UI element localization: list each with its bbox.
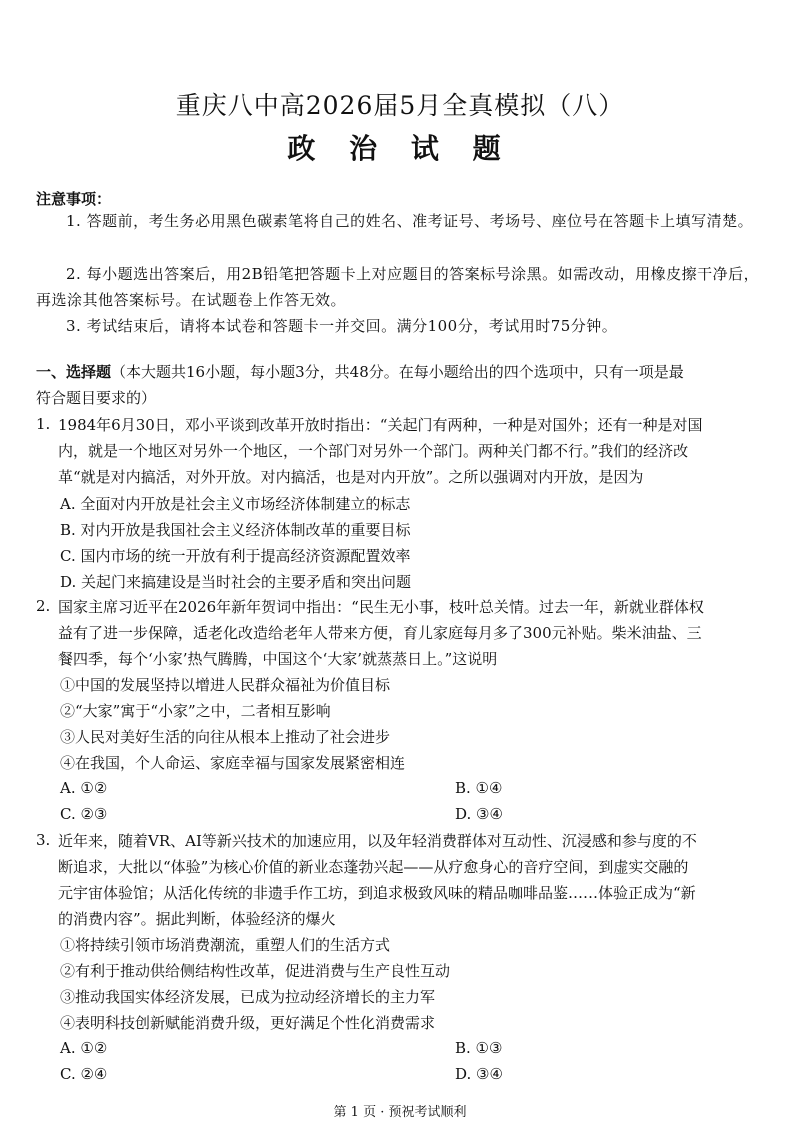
option-b: B. ①④ xyxy=(455,779,503,797)
statement: ①将持续引领市场消费潮流，重塑人们的生活方式 xyxy=(60,936,391,954)
question-text-line: 1984年6月30日，邓小平谈到改革开放时指出：“关起门有两种，一种是对国外；还有一种是对国 xyxy=(58,416,703,434)
question-text-line: 元宇宙体验馆；从活化传统的非遗手作工坊，到追求极致风味的精品咖啡品鉴……体验正成为“新 xyxy=(58,884,696,902)
option-a: A. ①② xyxy=(60,779,108,797)
section-description-cont: 符合题目要求的） xyxy=(36,389,157,407)
question-text-line: 的消费内容”。据此判断，体验经济的爆火 xyxy=(58,910,336,928)
exam-title: 重庆八中高2026届5月全真模拟（八） xyxy=(175,91,625,120)
notice-item-3: 3. 考试结束后，请将本试卷和答题卡一并交回。满分100分，考试用时75分钟。 xyxy=(66,317,618,335)
statement: ②“大家”寓于“小家”之中，二者相互影响 xyxy=(60,702,331,720)
section-heading-line xyxy=(36,362,684,382)
question-text-line: 国家主席习近平在2026年新年贺词中指出：“民生无小事，枝叶总关情。过去一年，新就业群体权 xyxy=(58,598,704,616)
option-c: C. 国内市场的统一开放有利于提高经济资源配置效率 xyxy=(60,547,411,565)
statement: ④表明科技创新赋能消费升级，更好满足个性化消费需求 xyxy=(60,1014,436,1032)
option-b: B. ①③ xyxy=(455,1039,503,1057)
notice-heading: 注意事项： xyxy=(36,190,112,208)
option-a: A. 全面对内开放是社会主义市场经济体制建立的标志 xyxy=(60,495,411,513)
question-text-line: 益有了进一步保障，适老化改造给老年人带来方便，育儿家庭每月多了300元补贴。柴米油盐、三 xyxy=(58,624,702,642)
option-d: D. ③④ xyxy=(455,1065,503,1083)
exam-subtitle: 政 治 试 题 xyxy=(287,132,513,165)
question-text-line: 餐四季，每个‘小家’热气腾腾，中国这个‘大家’就蒸蒸日上。”这说明 xyxy=(58,650,498,668)
statement: ②有利于推动供给侧结构性改革，促进消费与生产良性互动 xyxy=(60,962,451,980)
statement: ③人民对美好生活的向往从根本上推动了社会进步 xyxy=(60,728,391,746)
notice-item-1: 1. 答题前，考生务必用黑色碳素笔将自己的姓名、准考证号、考场号、座位号在答题卡上填写清楚。 xyxy=(66,212,754,230)
option-a: A. ①② xyxy=(60,1039,108,1057)
question-number: 2. xyxy=(36,597,51,615)
question-number: 1. xyxy=(36,415,51,433)
question-text-line: 近年来，随着VR、AI等新兴技术的加速应用，以及年轻消费群体对互动性、沉浸感和参与度的不 xyxy=(58,832,697,850)
question-number: 3. xyxy=(36,831,51,849)
statement: ④在我国，个人命运、家庭幸福与国家发展紧密相连 xyxy=(60,754,406,772)
statement: ①中国的发展坚持以增进人民群众福祉为价值目标 xyxy=(60,676,391,694)
section-heading: 一、选择题 xyxy=(36,363,112,381)
notice-item-2: 2. 每小题选出答案后，用2B铅笔把答题卡上对应题目的答案标号涂黑。如需改动，用橡皮擦干净后，再选涂其他答案标号。在试题卷上作答无效。 xyxy=(36,265,760,309)
question-text-line: 断追求，大批以“体验”为核心价值的新业态蓬勃兴起——从疗愈身心的音疗空间，到虚实交融的 xyxy=(58,858,689,876)
option-c: C. ②③ xyxy=(60,805,108,823)
option-d: D. 关起门来搞建设是当时社会的主要矛盾和突出问题 xyxy=(60,573,412,591)
page-footer: 第 1 页 · 预祝考试顺利 xyxy=(333,1105,467,1120)
question-text-line: 内，就是一个地区对另外一个地区，一个部门对另外一个部门。两种关门都不行。”我们的经济改 xyxy=(58,442,689,460)
option-c: C. ②④ xyxy=(60,1065,108,1083)
option-b: B. 对内开放是我国社会主义经济体制改革的重要目标 xyxy=(60,521,411,539)
option-d: D. ③④ xyxy=(455,805,503,823)
statement: ③推动我国实体经济发展，已成为拉动经济增长的主力军 xyxy=(60,988,436,1006)
question-text-line: 革“就是对内搞活，对外开放。对内搞活，也是对内开放”。之所以强调对内开放，是因为 xyxy=(58,468,644,486)
section-description: （本大题共16小题，每小题3分，共48分。在每小题给出的四个选项中，只有一项是最 xyxy=(111,363,684,381)
